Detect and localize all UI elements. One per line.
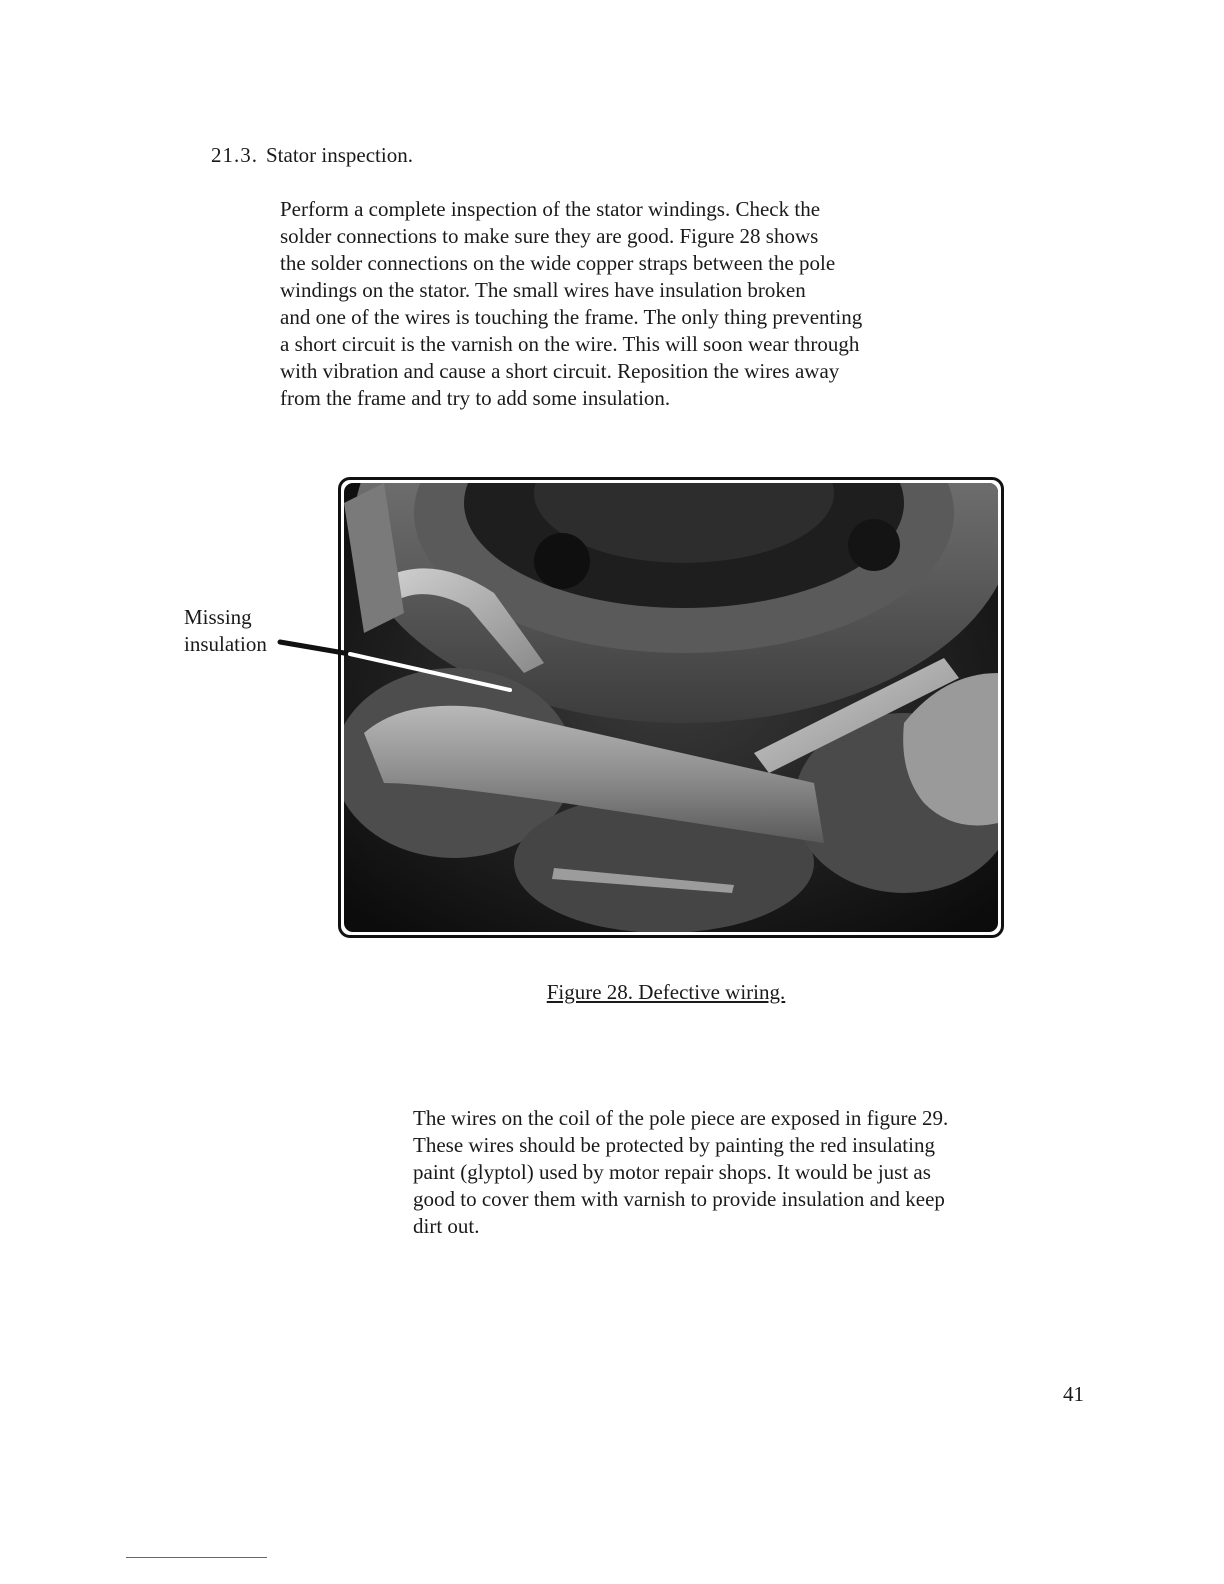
figure-caption-text: Figure 28. Defective wiring. [546,980,786,1004]
paragraph-line: solder connections to make sure they are good. Figure 28 shows [280,224,819,248]
paragraph-line: and one of the wires is touching the frame. The only thing preventing [280,305,863,329]
paragraph-line: dirt out. [413,1214,480,1238]
paragraph-stator-inspection [280,196,862,412]
figure-callout-label [184,604,267,658]
figure-caption [0,978,1224,1006]
footnote-divider [126,1557,267,1558]
paragraph-line: Perform a complete inspection of the stator windings. Check the [280,197,821,221]
paragraph-line: with vibration and cause a short circuit. Reposition the wires away [280,359,840,383]
callout-line: Missing [184,605,252,629]
paragraph-line: The wires on the coil of the pole piece are exposed in figure 29. [413,1106,949,1130]
paragraph-line: a short circuit is the varnish on the wire. This will soon wear through [280,332,860,356]
paragraph-coil-wires [413,1105,948,1240]
section-title: Stator inspection. [266,143,413,167]
callout-line: insulation [184,632,267,656]
page-number: 41 [1063,1382,1084,1406]
paragraph-line: paint (glyptol) used by motor repair shops. It would be just as [413,1160,931,1184]
paragraph-line: from the frame and try to add some insulation. [280,386,671,410]
paragraph-line: These wires should be protected by painting the red insulating [413,1133,935,1157]
paragraph-line: windings on the stator. The small wires have insulation broken [280,278,806,302]
paragraph-line: the solder connections on the wide copper straps between the pole [280,251,836,275]
stator-wiring-photo [344,483,998,932]
paragraph-line: good to cover them with varnish to provide insulation and keep [413,1187,945,1211]
figure-28-frame [338,477,1004,938]
section-number: 21.3. [211,143,258,167]
section-heading [211,141,413,169]
